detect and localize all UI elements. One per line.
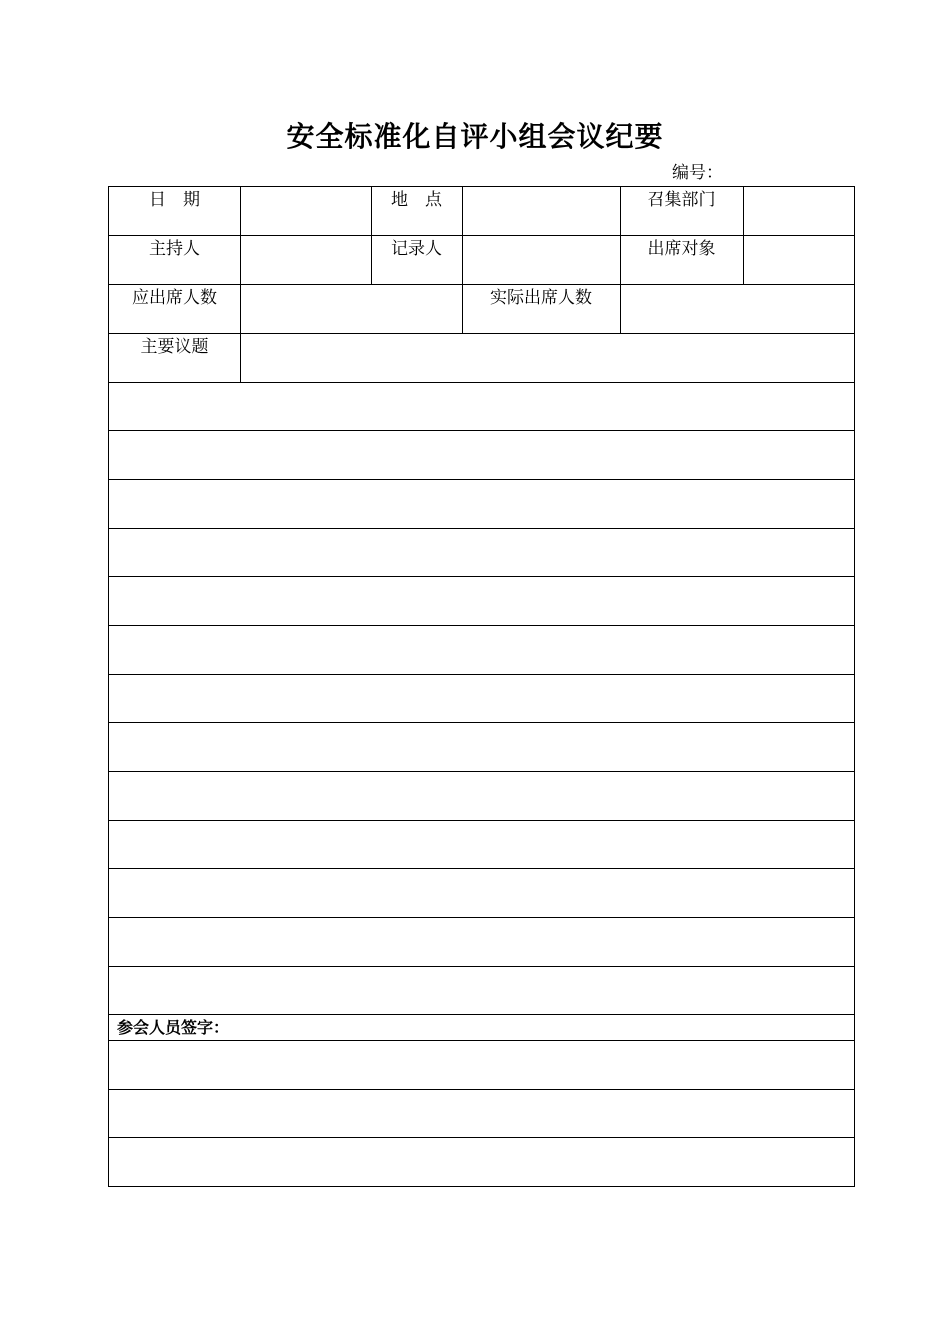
date-label: 日 期 bbox=[149, 190, 200, 210]
actual-count-field[interactable] bbox=[621, 285, 854, 333]
date-field[interactable] bbox=[241, 187, 371, 235]
minutes-content-area[interactable] bbox=[109, 383, 854, 1015]
location-label: 地 点 bbox=[391, 190, 442, 210]
meeting-minutes-form bbox=[108, 186, 855, 1187]
recorder-label: 记录人 bbox=[391, 239, 442, 259]
convening-dept-field[interactable] bbox=[744, 187, 854, 235]
serial-number-label: 编号： bbox=[672, 163, 723, 183]
signatures-label: 参会人员签字： bbox=[117, 1018, 230, 1037]
main-topic-field[interactable] bbox=[241, 334, 854, 382]
expected-count-label: 应出席人数 bbox=[132, 288, 217, 308]
signatures-area[interactable] bbox=[109, 1041, 854, 1186]
location-field[interactable] bbox=[463, 187, 620, 235]
actual-count-label: 实际出席人数 bbox=[490, 288, 592, 308]
main-topic-label: 主要议题 bbox=[140, 337, 209, 357]
convening-dept-label: 召集部门 bbox=[647, 190, 716, 210]
page-title: 安全标准化自评小组会议纪要 bbox=[286, 120, 664, 153]
attendees-label: 出席对象 bbox=[647, 239, 716, 259]
recorder-field[interactable] bbox=[463, 236, 620, 284]
host-field[interactable] bbox=[241, 236, 371, 284]
host-label: 主持人 bbox=[149, 239, 200, 259]
expected-count-field[interactable] bbox=[241, 285, 462, 333]
attendees-field[interactable] bbox=[744, 236, 854, 284]
